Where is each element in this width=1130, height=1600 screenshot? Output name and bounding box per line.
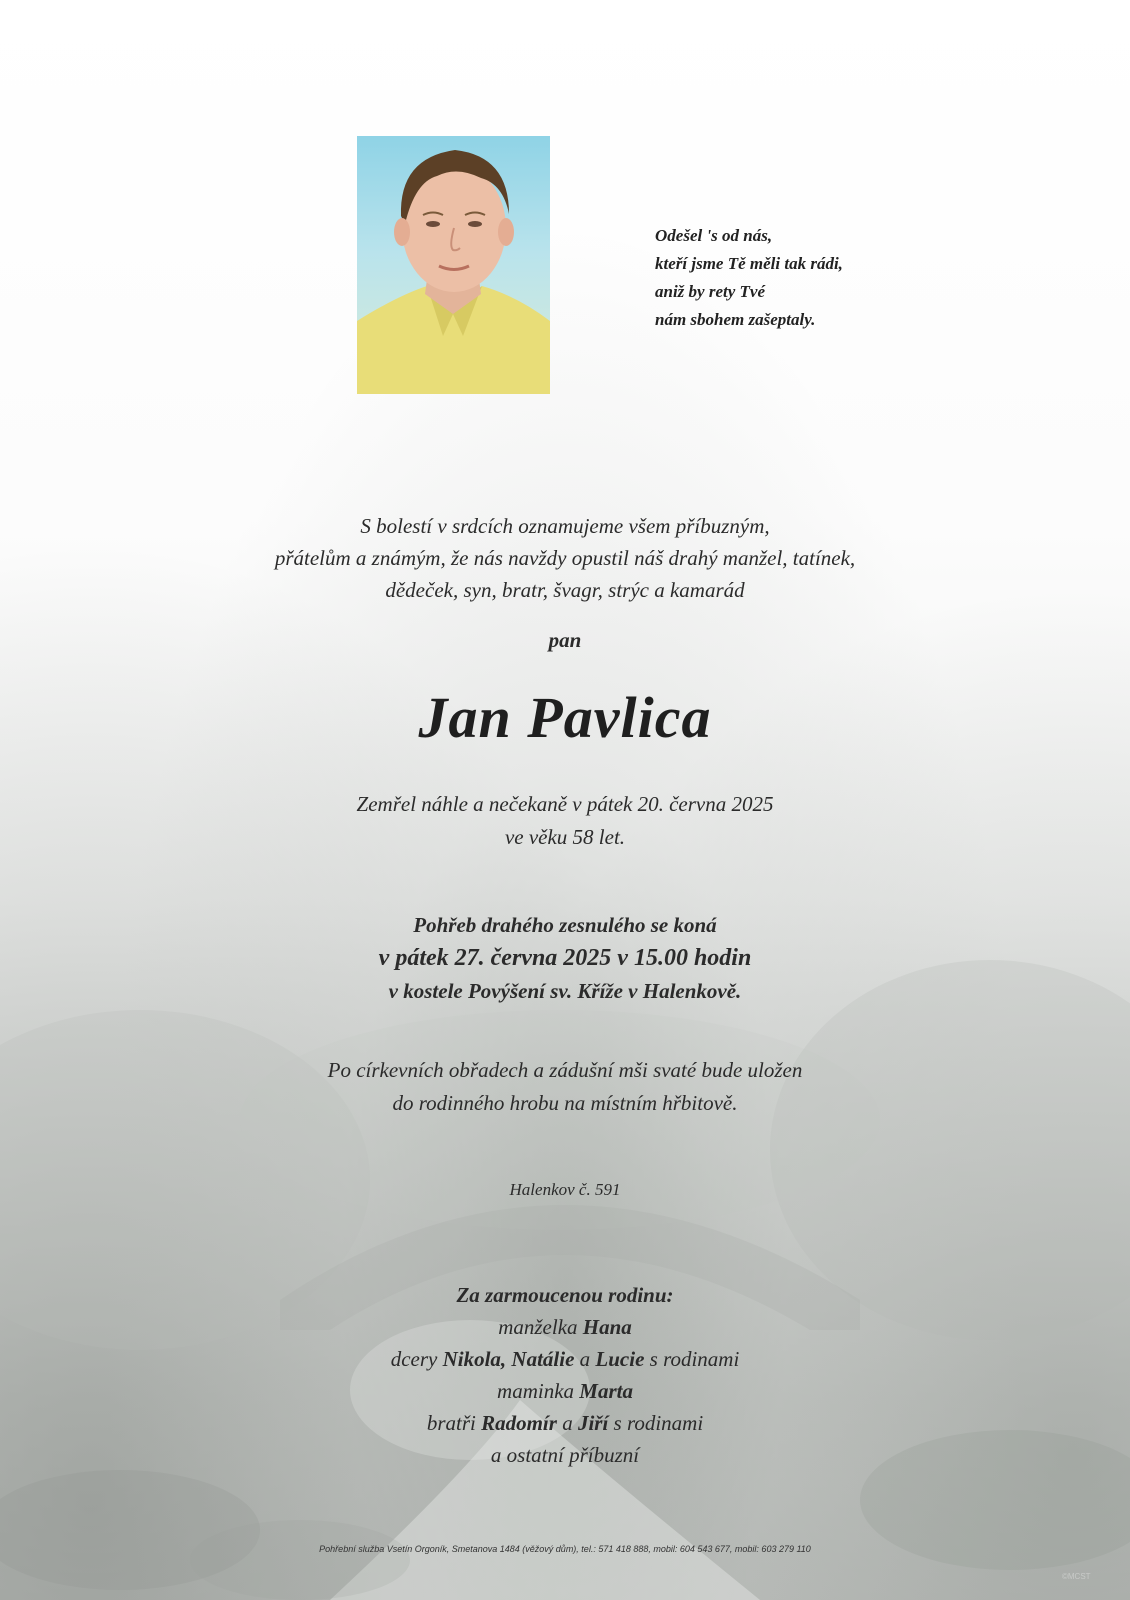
brothers-conjunction: a [562, 1411, 573, 1435]
family-line-mother [0, 1375, 1130, 1407]
daughters-prefix: dcery [390, 1347, 438, 1371]
deceased-name: Jan Pavlica [418, 685, 712, 750]
portrait-photo [357, 136, 550, 394]
wife-prefix: manželka [498, 1315, 578, 1339]
funeral-datetime-line: v pátek 27. června 2025 v 15.00 hodin [378, 945, 752, 971]
family-line-wife [0, 1311, 1130, 1343]
mother-prefix: maminka [497, 1379, 575, 1403]
family-line-others: a ostatní příbuzní [490, 1443, 640, 1467]
poem-line: kteří jsme Tě měli tak rádi, [655, 254, 843, 273]
poem-line: aniž by rety Tvé [655, 282, 765, 301]
title-prefix: pan [548, 628, 582, 652]
poem-line: Odešel 's od nás, [655, 226, 773, 245]
wife-name: Hana [582, 1315, 632, 1339]
death-date-line: Zemřel náhle a nečekaně v pátek 20. června 2025 [356, 792, 774, 816]
funeral-info [0, 909, 1130, 1008]
watermark: ©MCST [1062, 1572, 1091, 1581]
funeral-service-footer: Pohřební služba Vsetín Orgoník, Smetanova 1484 (věžový dům), tel.: 571 418 888, mobil: 604 543 677, mobil: 603 279 110 [319, 1544, 811, 1554]
funeral-intro-line: Pohřeb drahého zesnulého se koná [413, 913, 717, 937]
memorial-poem [655, 222, 955, 334]
family-line-daughters [0, 1343, 1130, 1375]
family-address: Halenkov č. 591 [509, 1180, 621, 1199]
burial-info [0, 1054, 1130, 1120]
family-heading: Za zarmoucenou rodinu: [456, 1283, 674, 1307]
funeral-place-line: v kostele Povýšení sv. Kříže v Halenkově. [388, 979, 742, 1003]
poem-line: nám sbohem zašeptaly. [655, 310, 816, 329]
announcement-line: dědeček, syn, bratr, švagr, strýc a kamarád [385, 578, 745, 602]
death-info [0, 788, 1130, 854]
family-line-brothers [0, 1407, 1130, 1439]
announcement-line: S bolestí v srdcích oznamujeme všem příbuzným, [360, 514, 770, 538]
daughter-name: Nikola, [442, 1347, 507, 1371]
burial-line: Po církevních obřadech a zádušní mši svaté bude uložen [327, 1058, 803, 1082]
daughter-name: Lucie [595, 1347, 645, 1371]
brothers-prefix: bratři [426, 1411, 476, 1435]
announcement-line: přátelům a známým, že nás navždy opustil náš drahý manžel, tatínek, [274, 546, 856, 570]
mother-name: Marta [579, 1379, 633, 1403]
brother-name: Radomír [481, 1411, 557, 1435]
announcement-text [0, 510, 1130, 606]
daughters-suffix: s rodinami [649, 1347, 740, 1371]
portrait-illustration [357, 136, 550, 394]
mourning-family [0, 1279, 1130, 1471]
brother-name: Jiří [577, 1411, 609, 1435]
daughters-conjunction: a [579, 1347, 591, 1371]
death-age-line: ve věku 58 let. [504, 825, 626, 849]
burial-line: do rodinného hrobu na místním hřbitově. [392, 1091, 738, 1115]
daughter-name: Natálie [511, 1347, 575, 1371]
brothers-suffix: s rodinami [613, 1411, 704, 1435]
